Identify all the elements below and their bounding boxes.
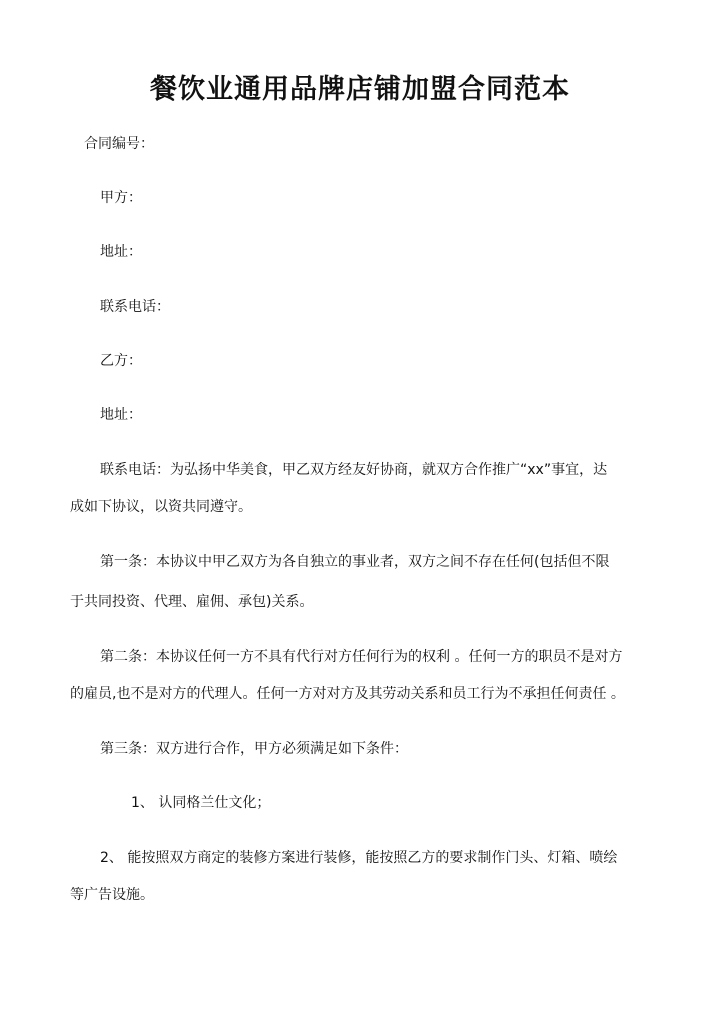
condition-2-line-1: 2、 能按照双方商定的装修方案进行装修，能按照乙方的要求制作门头、灯箱、喷绘 [100, 850, 618, 866]
article-1-line-1: 第一条：本协议中甲乙双方为各自独立的事业者，双方之间不存在任何(包括但不限 [100, 554, 610, 570]
condition-1: 1、 认同格兰仕文化； [131, 795, 271, 811]
intro-paragraph-line-1: 联系电话：为弘扬中华美食，甲乙双方经友好协商，就双方合作推广“xx”事宜，达 [100, 462, 608, 478]
party-b-label: 乙方： [100, 353, 142, 369]
contract-number-label: 合同编号： [84, 136, 154, 152]
document-title: 餐饮业通用品牌店铺加盟合同范本 [150, 74, 570, 105]
party-a-address-label: 地址： [100, 244, 142, 260]
intro-paragraph-line-2: 成如下协议，以资共同遵守。 [70, 499, 252, 515]
article-2-line-2: 的雇员,也不是对方的代理人。任何一方对对方及其劳动关系和员工行为不承担任何责任 。 [70, 686, 625, 702]
party-b-address-label: 地址： [100, 407, 142, 423]
article-2-line-1: 第二条：本协议任何一方不具有代行对方任何行为的权利 。任何一方的职员不是对方 [100, 649, 623, 665]
article-3-line-1: 第三条：双方进行合作，甲方必须满足如下条件： [100, 741, 408, 757]
condition-2-line-2: 等广告设施。 [70, 887, 154, 903]
article-1-line-2: 于共同投资、代理、雇佣、承包)关系。 [70, 594, 314, 610]
party-a-phone-label: 联系电话： [100, 299, 170, 315]
party-a-label: 甲方： [100, 190, 142, 206]
